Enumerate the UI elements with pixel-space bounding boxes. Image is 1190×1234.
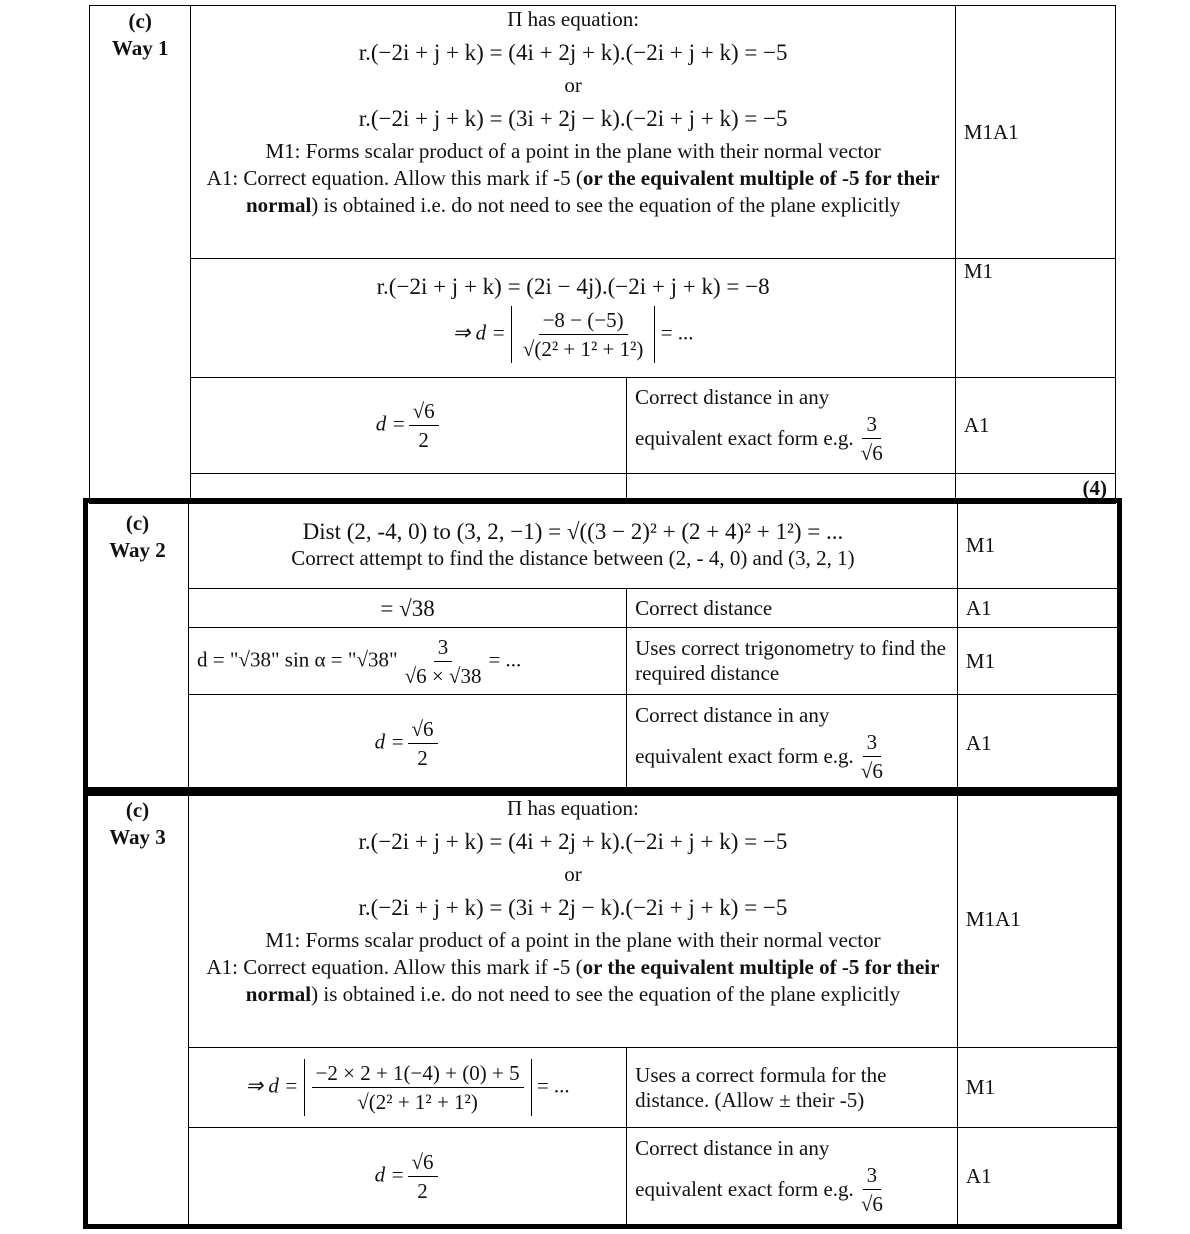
total-marks: (4) (955, 474, 1115, 504)
dist-numerator: −8 − (−5) (539, 306, 628, 335)
desc-trig: Uses correct trigonometry to find the required distance (627, 628, 958, 695)
a1-note-start: A1: Correct equation. Allow this mark if -5 ( (206, 166, 583, 190)
mark-m1: M1 (955, 259, 1115, 378)
dist-denominator: √(2² + 1² + 1²) (522, 337, 644, 361)
way2-label: (c) Way 2 (87, 502, 189, 793)
eg-numerator: 3 (863, 1161, 882, 1190)
way1-table (89, 5, 1116, 504)
plane-equation-1: r.(−2i + j + k) = (4i + 2j + k).(−2i + j + k) = −5 (358, 40, 788, 65)
desc-line-1: Correct distance in any (635, 1135, 830, 1160)
d-numerator: √6 (408, 715, 438, 744)
or-text: or (564, 862, 582, 886)
desc-line-2: equivalent exact form e.g. (635, 1176, 854, 1201)
plane-equation-2: r.(−2i + j + k) = (3i + 2j − k).(−2i + j + k) = −5 (358, 895, 788, 920)
mark-a1: A1 (955, 378, 1115, 474)
a1-note-end: ) is obtained i.e. do not need to see the equation of the plane explicitly (311, 982, 901, 1006)
eg-numerator: 3 (862, 410, 881, 439)
a1-note-bold: or the equivalent multiple of -5 for their normal (245, 955, 940, 1006)
mark-m1a1: M1A1 (955, 6, 1115, 259)
mark-m1: M1 (957, 502, 1118, 589)
desc-correct-distance: Correct distance (627, 589, 958, 628)
eg-denominator: √6 (860, 1191, 883, 1216)
plane-equation-1: r.(−2i + j + k) = (4i + 2j + k).(−2i + j + k) = −5 (358, 829, 788, 854)
trig-denominator: √6 × √38 (404, 663, 482, 688)
d-numerator: √6 (409, 397, 439, 426)
distance-equation: Dist (2, -4, 0) to (3, 2, −1) = √((3 − 2)² + (2 + 4)² + 1²) = ... (302, 519, 844, 544)
desc-line-1: Correct distance in any (635, 384, 830, 409)
mark-m1a1: M1A1 (957, 791, 1118, 1048)
d-denominator: 2 (417, 746, 428, 770)
m1-note: M1: Forms scalar product of a point in the plane with their normal vector (265, 139, 881, 163)
trig-prefix: d = "√38" sin α = "√38" (197, 646, 398, 671)
mark-m1-trig: M1 (957, 628, 1118, 695)
root38: = √38 (189, 589, 627, 628)
dist-prefix: ⇒ d = (245, 1073, 299, 1098)
a1-note (199, 165, 946, 219)
mark-a1: A1 (957, 589, 1118, 628)
a1-note (197, 954, 949, 1008)
desc-formula: Uses a correct formula for the distance. (Allow ± their -5) (627, 1048, 958, 1128)
eg-denominator: √6 (860, 440, 883, 465)
dist-prefix: ⇒ d = (452, 320, 506, 345)
answer-d (191, 378, 627, 474)
d-numerator: √6 (408, 1148, 438, 1177)
mark-m1: M1 (957, 1048, 1118, 1128)
plane-equation-2: r.(−2i + j + k) = (3i + 2j − k).(−2i + j + k) = −5 (358, 106, 788, 131)
d-prefix: d = (375, 411, 406, 436)
dist-denominator: √(2² + 1² + 1²) (357, 1090, 478, 1114)
mark-a1-final: A1 (957, 695, 1118, 793)
distance-note: Correct attempt to find the distance between (2, - 4, 0) and (3, 2, 1) (291, 546, 855, 570)
dist-numerator: −2 × 2 + 1(−4) + (0) + 5 (312, 1059, 524, 1088)
d-prefix: d = (374, 1162, 405, 1187)
eg-numerator: 3 (863, 728, 882, 757)
plane-heading: Π has equation: (507, 7, 640, 31)
or-text: or (564, 73, 582, 97)
way3-table (86, 790, 1119, 1226)
answer-d (189, 1128, 627, 1226)
mark-a1: A1 (957, 1128, 1118, 1226)
distance-formula (199, 306, 946, 363)
d-denominator: 2 (417, 1179, 428, 1203)
a1-note-bold: or the equivalent multiple of -5 for their normal (245, 166, 940, 217)
a1-note-end: ) is obtained i.e. do not need to see the equation of the plane explicitly (311, 193, 901, 217)
desc-line-2: equivalent exact form e.g. (635, 425, 854, 450)
trig-numerator: 3 (434, 633, 453, 662)
dist-suffix: = ... (536, 1073, 570, 1098)
eg-denominator: √6 (860, 758, 883, 783)
d-prefix: d = (374, 729, 405, 754)
dist-suffix: = ... (660, 320, 694, 345)
m1-note: M1: Forms scalar product of a point in the plane with their normal vector (265, 928, 881, 952)
point-equation: r.(−2i + j + k) = (2i − 4j).(−2i + j + k) = −8 (376, 274, 770, 299)
way3-label: (c) Way 3 (87, 791, 189, 1226)
desc-line-2: equivalent exact form e.g. (635, 743, 854, 768)
way1-label: (c) Way 1 (90, 6, 191, 504)
desc-line-1: Correct distance in any (635, 702, 830, 727)
trig-suffix: = ... (488, 646, 522, 671)
way2-table (86, 501, 1119, 793)
trig-formula (189, 628, 627, 695)
answer-d (189, 695, 627, 793)
plane-heading: Π has equation: (507, 796, 639, 820)
a1-note-start: A1: Correct equation. Allow this mark if -5 ( (206, 955, 583, 979)
d-denominator: 2 (418, 428, 429, 452)
distance-formula (189, 1048, 627, 1128)
